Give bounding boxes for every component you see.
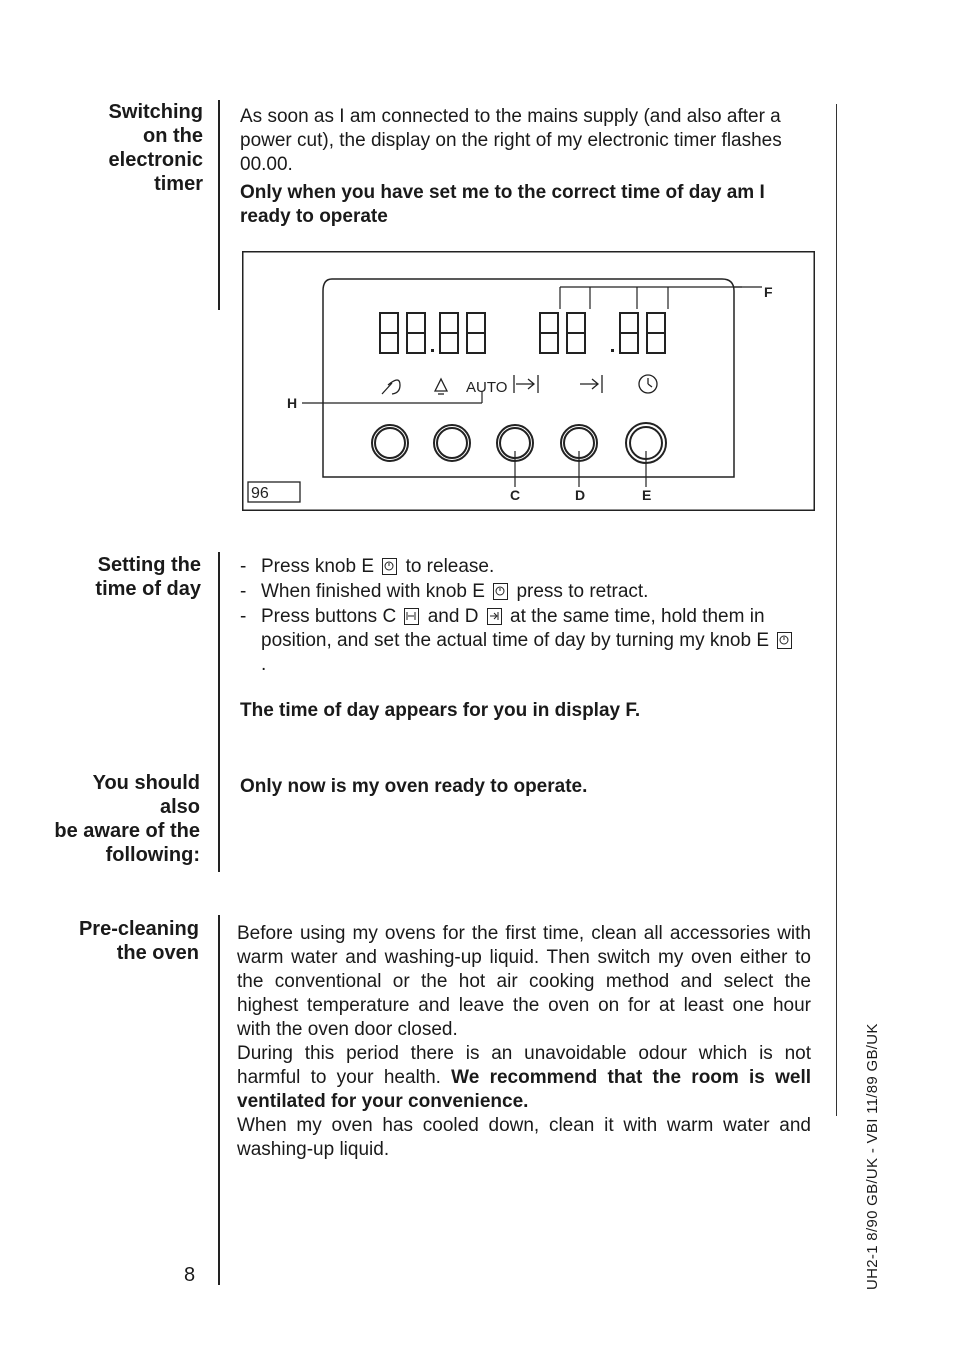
right-margin-rule [836, 104, 837, 1116]
precleaning-paragraph-2: During this period there is an unavoidable odour which is not harmful to your health. We recommend that the room is well ventilated for your convenience. [237, 1043, 812, 1112]
clock-knob-icon [382, 558, 397, 575]
aware-bold: Only now is my oven ready to operate. [240, 776, 588, 797]
heading-precleaning: Pre-cleaning the oven [78, 918, 199, 964]
column-rule-bottom [218, 915, 220, 1285]
label-h: H [287, 395, 298, 411]
timer-diagram [242, 251, 815, 511]
precleaning-paragraph-3: When my oven has cooled down, clean it with warm water and washing-up liquid. [237, 1115, 811, 1160]
heading-switching: Switching on the electronic timer [108, 101, 203, 195]
column-rule-top [218, 100, 220, 310]
clock-knob-icon [777, 632, 792, 649]
switching-text [240, 105, 818, 229]
step-1: - Press knob E to release. [240, 555, 800, 579]
clock-knob-icon [493, 583, 508, 600]
setting-steps [240, 555, 800, 677]
switching-paragraph: As soon as I am connected to the mains supply (and also after a power cut), the display on the right of my electronic timer flashes 00.00. [240, 106, 782, 175]
label-d: D [575, 487, 586, 503]
heading-aware: You should also be aware of the following: [54, 772, 200, 866]
setting-text [240, 555, 800, 723]
figure-number: 96 [251, 485, 269, 502]
label-c: C [510, 487, 521, 503]
end-time-button-icon [487, 608, 502, 625]
auto-symbol: AUTO [466, 379, 508, 396]
label-f: F [764, 284, 773, 300]
switching-bold: Only when you have set me to the correct time of day am I ready to operate [240, 182, 765, 227]
heading-setting: Setting the time of day [95, 554, 201, 600]
timer-figure [242, 251, 815, 511]
label-e: E [642, 487, 652, 503]
step-2: - When finished with knob E press to retract. [240, 580, 800, 604]
duration-button-icon [404, 608, 419, 625]
step-3: - Press buttons C and D at the same time, hold them in position, and set the actual time of day by turning my knob E . [240, 605, 800, 677]
precleaning-paragraph-1: Before using my ovens for the first time, clean all accessories with warm water and washing-up liquid. Then switch my oven either to the conventional or the hot air cooking method and select the highest temperature and leave the oven on for at least one hour with the oven door closed. [237, 923, 811, 1040]
page-number: 8 [184, 1264, 196, 1286]
document-code: UH2-1 8/90 GB/UK - VBI 11/89 GB/UK [864, 1023, 881, 1290]
column-rule-middle [218, 552, 220, 872]
precleaning-text [237, 922, 811, 1162]
setting-bold: The time of day appears for you in display F. [240, 700, 641, 721]
